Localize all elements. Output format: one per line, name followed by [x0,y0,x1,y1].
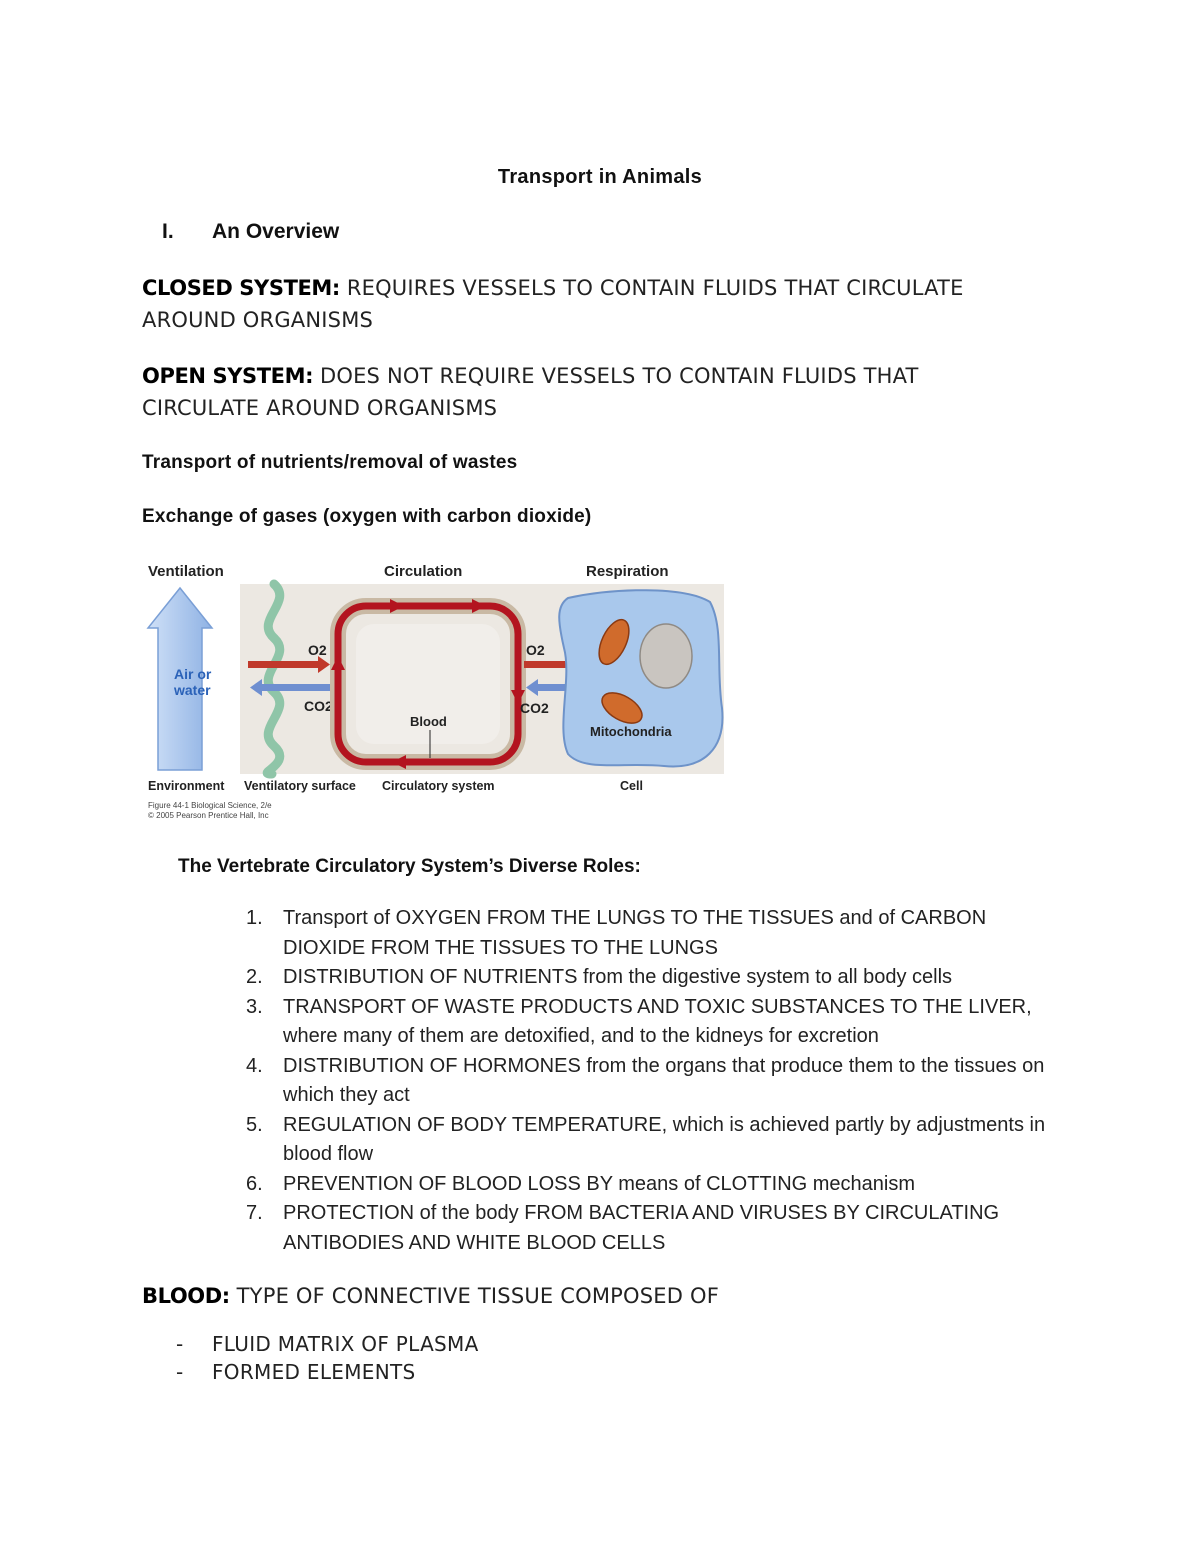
list-item [246,963,1066,993]
list-item-text: DISTRIBUTION OF NUTRIENTS from the digestive system to all body cells [283,966,953,988]
o2-label-right: O2 [526,642,545,658]
list-item-dash: - [176,1360,184,1384]
blood-definition [142,1280,1042,1312]
label-circulation: Circulation [384,563,463,580]
closed-system-definition [142,272,1042,336]
transport-heading: Transport of nutrients/removal of wastes [142,452,518,473]
list-item-text: DISTRIBUTION OF HORMONES from the organs that produce them to the tissues on which they act [283,1054,1045,1106]
list-item [176,1358,479,1386]
list-item-number: 5. [246,1113,263,1136]
air-label-line2: water [174,682,211,698]
figure-credit-line2: © 2005 Pearson Prentice Hall, Inc [148,811,269,820]
list-item [176,1330,479,1358]
section-heading [162,220,339,244]
nucleus-icon [640,624,692,688]
open-system-term: OPEN SYSTEM: [142,364,314,388]
list-item [246,993,1066,1052]
label-cell: Cell [620,779,643,793]
roles-heading: The Vertebrate Circulatory System’s Diverse Roles: [178,856,641,877]
o2-arrow-left-bar [248,661,318,668]
blood-term: BLOOD: [142,1284,230,1308]
open-system-definition [142,360,1042,424]
document-title: Transport in Animals [497,166,703,188]
list-item-number: 1. [246,907,263,929]
list-item-number: 6. [246,1172,263,1195]
list-item-text: Transport of OXYGEN FROM THE LUNGS TO THE TISSUES and of CARBON DIOXIDE FROM THE TISSUES TO THE LUNGS [283,907,987,959]
list-item-text: FORMED ELEMENTS [212,1360,416,1384]
exchange-heading: Exchange of gases (oxygen with carbon dioxide) [142,506,592,527]
list-item-dash: - [176,1332,184,1356]
label-circulatory-system: Circulatory system [382,779,495,793]
co2-arrow-left-bar [262,684,330,691]
roles-list [246,904,1066,1258]
blood-components-list [176,1330,479,1386]
figure-credit-line1: Figure 44-1 Biological Science, 2/e [148,801,272,810]
co2-label-right: CO2 [520,700,549,716]
list-item-number: 7. [246,1202,263,1224]
list-item [246,1199,1066,1258]
gas-exchange-figure [144,558,728,824]
section-title: An Overview [212,220,340,243]
label-ventilation: Ventilation [148,563,224,580]
closed-system-text: REQUIRES VESSELS TO CONTAIN FLUIDS THAT CIRCULATE AROUND ORGANISMS [142,276,964,332]
list-item-text: PREVENTION OF BLOOD LOSS BY means of CLOTTING mechanism [283,1172,916,1195]
list-item-text: FLUID MATRIX OF PLASMA [212,1332,479,1356]
list-item [246,904,1066,963]
list-item [246,1170,1066,1200]
blood-label: Blood [410,714,447,729]
co2-label-left: CO2 [304,698,333,714]
section-number: I. [162,220,174,243]
list-item-text: REGULATION OF BODY TEMPERATURE, which is achieved partly by adjustments in blood flow [283,1113,1046,1165]
air-label-line1: Air or [174,666,212,682]
list-item-number: 3. [246,995,263,1018]
list-item-text: PROTECTION of the body FROM BACTERIA AND VIRUSES BY CIRCULATING ANTIBODIES AND WHITE BLOOD CELLS [283,1202,1000,1254]
mitochondria-label: Mitochondria [590,724,672,739]
list-item [246,1052,1066,1111]
list-item-number: 4. [246,1054,263,1077]
closed-system-term: CLOSED SYSTEM: [142,276,340,300]
cell-body [559,590,722,766]
open-system-text: DOES NOT REQUIRE VESSELS TO CONTAIN FLUIDS THAT CIRCULATE AROUND ORGANISMS [142,364,919,420]
list-item [246,1111,1066,1170]
list-item-text: TRANSPORT OF WASTE PRODUCTS AND TOXIC SUBSTANCES TO THE LIVER, where many of them are detoxified, and to the kidneys for excretion [283,995,1032,1047]
label-ventilatory-surface: Ventilatory surface [244,779,356,793]
label-environment: Environment [148,779,225,793]
list-item-number: 2. [246,966,263,988]
blood-text: TYPE OF CONNECTIVE TISSUE COMPOSED OF [229,1284,720,1308]
o2-label-left: O2 [308,642,327,658]
label-respiration: Respiration [586,563,669,580]
